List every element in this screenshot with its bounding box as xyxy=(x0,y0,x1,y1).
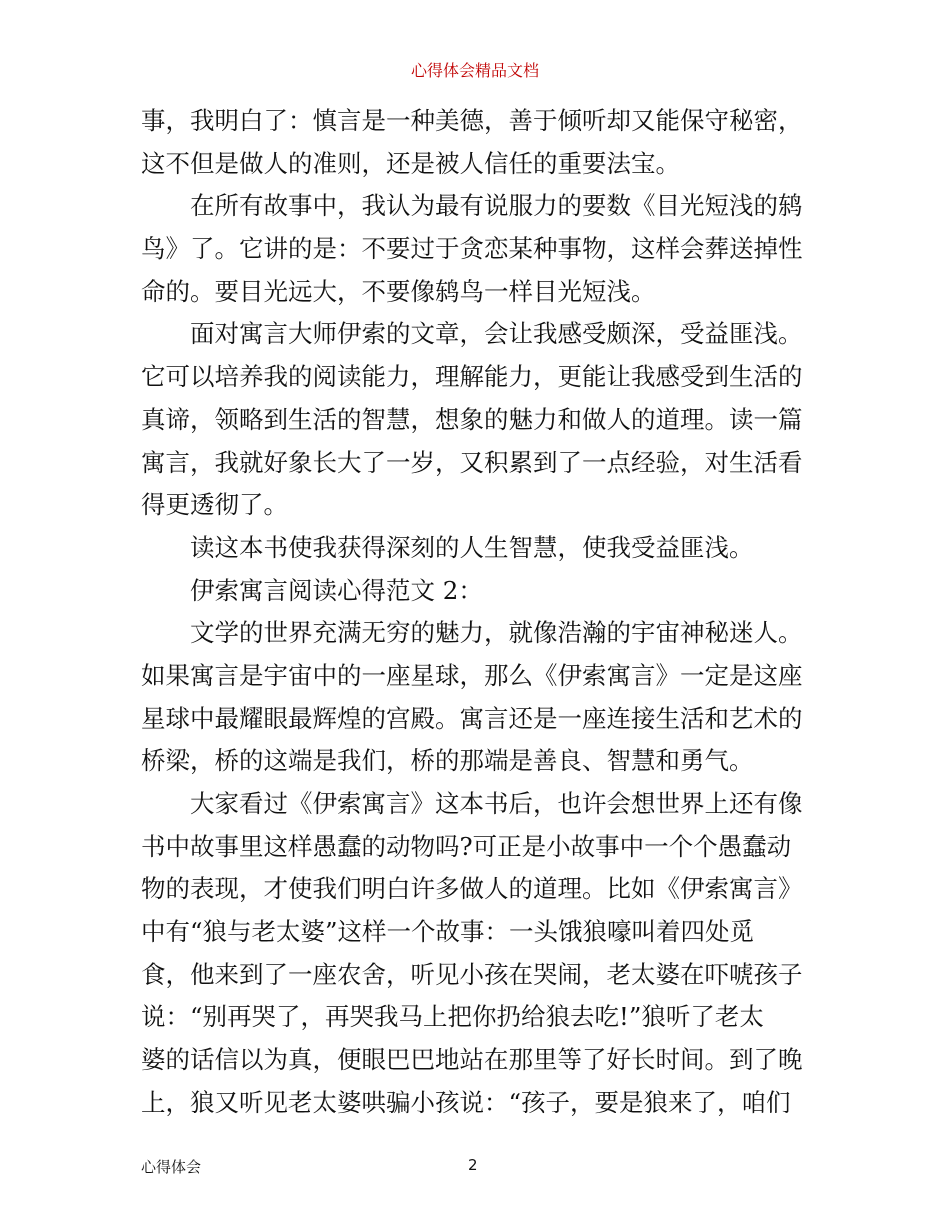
text-line: 说：“别再哭了，再哭我马上把你扔给狼去吃!”狼听了老太 xyxy=(141,1002,764,1032)
text-line: 如果寓言是宇宙中的一座星球，那么《伊索寓言》一定是这座 xyxy=(141,660,803,690)
text-line: 上，狼又听见老太婆哄骗小孩说：“孩子，要是狼来了，咱们 xyxy=(141,1087,791,1117)
page-number: 2 xyxy=(468,1156,478,1174)
text-line: 读这本书使我获得深刻的人生智慧，使我受益匪浅。 xyxy=(190,532,754,562)
text-line: 这不但是做人的准则，还是被人信任的重要法宝。 xyxy=(141,148,680,178)
text-line: 星球中最耀眼最辉煌的宫殿。寓言还是一座连接生活和艺术的 xyxy=(141,703,803,733)
text-line: 文学的世界充满无穷的魅力，就像浩瀚的宇宙神秘迷人。 xyxy=(190,618,803,648)
text-line: 婆的话信以为真，便眼巴巴地站在那里等了好长时间。到了晚 xyxy=(141,1045,803,1075)
text-line: 真谛，领略到生活的智慧，想象的魅力和做人的道理。读一篇 xyxy=(141,404,803,434)
text-line: 桥梁，桥的这端是我们，桥的那端是善良、智慧和勇气。 xyxy=(141,746,754,776)
text-line: 伊索寓言阅读心得范文 2： xyxy=(190,575,483,605)
body-text xyxy=(141,100,821,1125)
text-line: 大家看过《伊索寓言》这本书后，也许会想世界上还有像 xyxy=(190,789,803,818)
text-line: 在所有故事中，我认为最有说服力的要数《目光短浅的鸫 xyxy=(190,191,803,221)
text-line: 它可以培养我的阅读能力，理解能力，更能让我感受到生活的 xyxy=(141,362,803,392)
text-line: 面对寓言大师伊索的文章，会让我感受颇深，受益匪浅。 xyxy=(190,319,803,349)
text-line: 得更透彻了。 xyxy=(141,490,288,520)
text-line: 物的表现，才使我们明白许多做人的道理。比如《伊索寓言》 xyxy=(141,874,803,904)
page-header: 心得体会精品文档 xyxy=(410,61,539,80)
text-line: 鸟》了。它讲的是：不要过于贪恋某种事物，这样会葬送掉性 xyxy=(141,234,803,264)
text-line: 事，我明白了：慎言是一种美德，善于倾听却又能保守秘密， xyxy=(141,106,803,135)
text-line: 中有“狼与老太婆”这样一个故事：一头饿狼嚎叫着四处觅 xyxy=(141,917,755,947)
footer-label: 心得体会 xyxy=(141,1158,202,1176)
text-line: 书中故事里这样愚蠢的动物吗?可正是小故事中一个个愚蠢动 xyxy=(141,831,792,861)
text-line: 食，他来到了一座农舍，听见小孩在哭闹，老太婆在吓唬孩子 xyxy=(141,959,803,989)
text-line: 寓言，我就好象长大了一岁，又积累到了一点经验，对生活看 xyxy=(141,447,803,477)
text-line: 命的。要目光远大，不要像鸫鸟一样目光短浅。 xyxy=(141,276,656,306)
